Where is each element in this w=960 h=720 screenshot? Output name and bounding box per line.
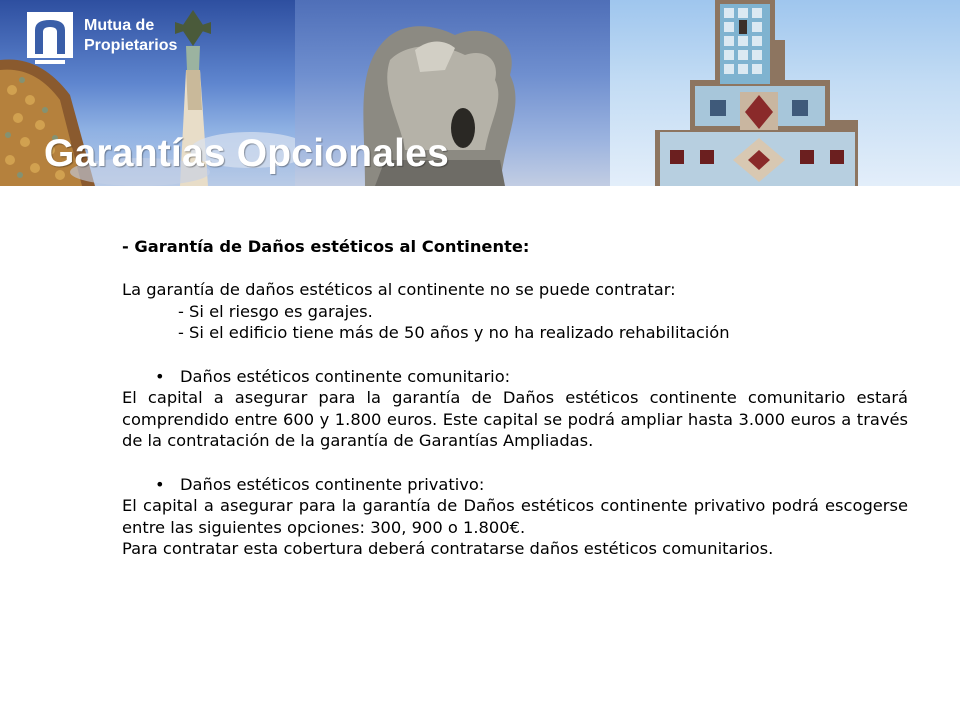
exclusion-item: - Si el edificio tiene más de 50 años y no ha realizado rehabilitación (178, 323, 730, 343)
page-title: Garantías Opcionales (44, 132, 449, 175)
exclusion-item: - Si el riesgo es garajes. (178, 301, 373, 321)
bullet-icon: • (155, 366, 165, 386)
tiled-facade-illustration (610, 0, 960, 186)
spacer (122, 258, 908, 280)
section-paragraph: El capital a asegurar para la garantía de Daños estéticos continente privativo podrá escogerse entre las siguientes opciones: 300, 900 o 1.800€. (122, 496, 908, 537)
bullet-icon: • (155, 474, 165, 494)
section-paragraph: Para contratar esta cobertura deberá contratarse daños estéticos comunitarios. (122, 539, 774, 559)
spacer (122, 452, 908, 474)
mutua-logo-icon (27, 12, 73, 64)
section-heading: - Garantía de Daños estéticos al Continente: (122, 237, 530, 256)
bullet-item (122, 474, 908, 496)
photo-tiled-facade (610, 0, 960, 186)
intro-text: La garantía de daños estéticos al continente no se puede contratar: (122, 280, 676, 300)
bullet-title: Daños estéticos continente privativo: (180, 474, 485, 494)
logo-line-2: Propietarios (84, 37, 178, 54)
bullet-title: Daños estéticos continente comunitario: (180, 366, 511, 386)
section-paragraph: El capital a asegurar para la garantía de Daños estéticos continente comunitario estará comprendido entre 600 y 1.800 euros. Este capital se podrá ampliar hasta 3.000 euros a través de la contratación de la garantía de Garantías Ampliadas. (122, 388, 908, 451)
header-banner (0, 0, 960, 186)
content-body (122, 236, 908, 560)
logo-wordmark (84, 16, 177, 56)
bullet-item (122, 366, 908, 388)
spacer (122, 344, 908, 366)
logo-line-1: Mutua de (84, 17, 155, 34)
